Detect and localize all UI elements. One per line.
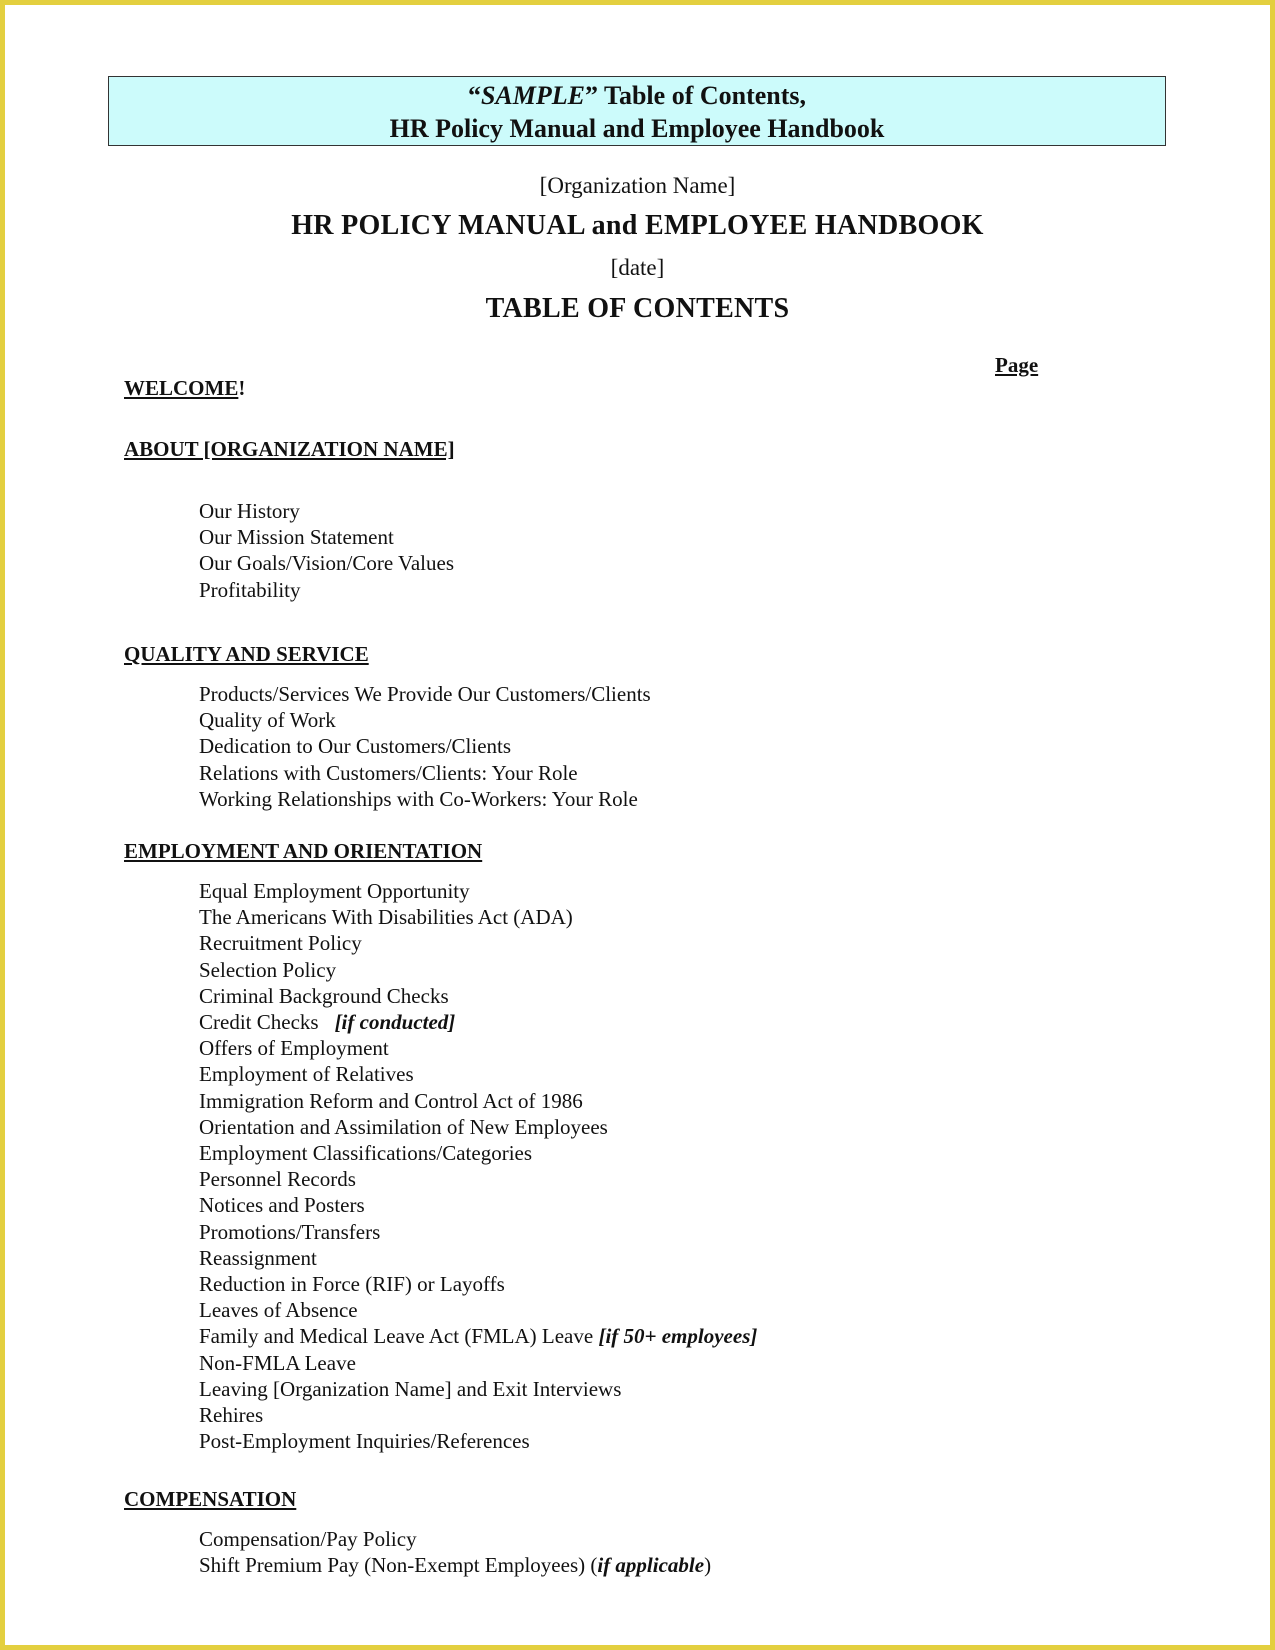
list-item: Promotions/Transfers — [199, 1219, 381, 1244]
page-column-header: Page — [995, 353, 1039, 377]
list-item: Criminal Background Checks — [199, 983, 449, 1008]
section-heading-welcome: WELCOME! — [124, 376, 246, 400]
list-item: Leaves of Absence — [199, 1298, 358, 1323]
section-heading-compensation: COMPENSATION — [124, 1487, 297, 1511]
list-item: Profitability — [199, 577, 301, 602]
list-item: Relations with Customers/Clients: Your Role — [199, 760, 578, 785]
list-item: Shift Premium Pay (Non-Exempt Employees) (if applicable) — [199, 1553, 712, 1578]
list-item: Working Relationships with Co-Workers: Your Role — [199, 786, 638, 811]
list-item: Dedication to Our Customers/Clients — [199, 734, 512, 759]
conditional-note: [if conducted] — [334, 1010, 456, 1035]
conditional-note: if applicable — [597, 1553, 705, 1578]
list-item: Rehires — [199, 1403, 264, 1428]
section-heading-about: ABOUT [ORGANIZATION NAME] — [124, 437, 455, 461]
list-item: Personnel Records — [199, 1167, 356, 1192]
list-item: Orientation and Assimilation of New Employees — [199, 1114, 608, 1139]
sample-banner — [108, 76, 1166, 146]
quality-list — [199, 681, 651, 812]
about-list — [199, 498, 454, 603]
list-item: Our Mission Statement — [199, 525, 394, 550]
list-item: Quality of Work — [199, 708, 336, 733]
list-item: Employment of Relatives — [199, 1062, 414, 1087]
toc-title: TABLE OF CONTENTS — [485, 293, 790, 324]
list-item: The Americans With Disabilities Act (ADA) — [199, 905, 573, 930]
list-item: Reassignment — [199, 1245, 317, 1270]
main-title: HR POLICY MANUAL and EMPLOYEE HANDBOOK — [291, 210, 984, 241]
list-item: Recruitment Policy — [199, 931, 362, 956]
list-item: Immigration Reform and Control Act of 1986 — [199, 1088, 583, 1113]
conditional-note: [if 50+ employees] — [598, 1324, 758, 1349]
list-item: Employment Classifications/Categories — [199, 1141, 533, 1166]
section-heading-quality: QUALITY AND SERVICE — [124, 642, 369, 666]
list-item: Compensation/Pay Policy — [199, 1527, 417, 1551]
list-item: Non-FMLA Leave — [199, 1350, 356, 1375]
list-item: Post-Employment Inquiries/References — [199, 1429, 530, 1454]
list-item: Credit Checks [if conducted] — [199, 1010, 456, 1035]
banner-sample-word: SAMPLE — [480, 81, 585, 110]
list-item: Leaving [Organization Name] and Exit Interviews — [199, 1376, 622, 1401]
section-heading-employment: EMPLOYMENT AND ORIENTATION — [124, 839, 483, 863]
list-item: Our History — [199, 499, 300, 523]
banner-line-2: HR Policy Manual and Employee Handbook — [389, 114, 885, 143]
document-date: [date] — [610, 255, 665, 280]
list-item: Family and Medical Leave Act (FMLA) Leave [if 50+ employees] — [199, 1324, 758, 1349]
list-item: Offers of Employment — [199, 1036, 389, 1061]
list-item: Our Goals/Vision/Core Values — [199, 551, 454, 576]
list-item: Notices and Posters — [199, 1193, 365, 1218]
list-item: Reduction in Force (RIF) or Layoffs — [199, 1272, 505, 1297]
list-item: Selection Policy — [199, 957, 337, 982]
organization-name: [Organization Name] — [539, 173, 736, 198]
compensation-list — [199, 1526, 711, 1578]
list-item: Equal Employment Opportunity — [199, 879, 470, 903]
employment-list — [199, 878, 757, 1454]
banner-line-1: “SAMPLE” Table of Contents, — [467, 81, 807, 110]
list-item: Products/Services We Provide Our Customers/Clients — [199, 682, 651, 706]
